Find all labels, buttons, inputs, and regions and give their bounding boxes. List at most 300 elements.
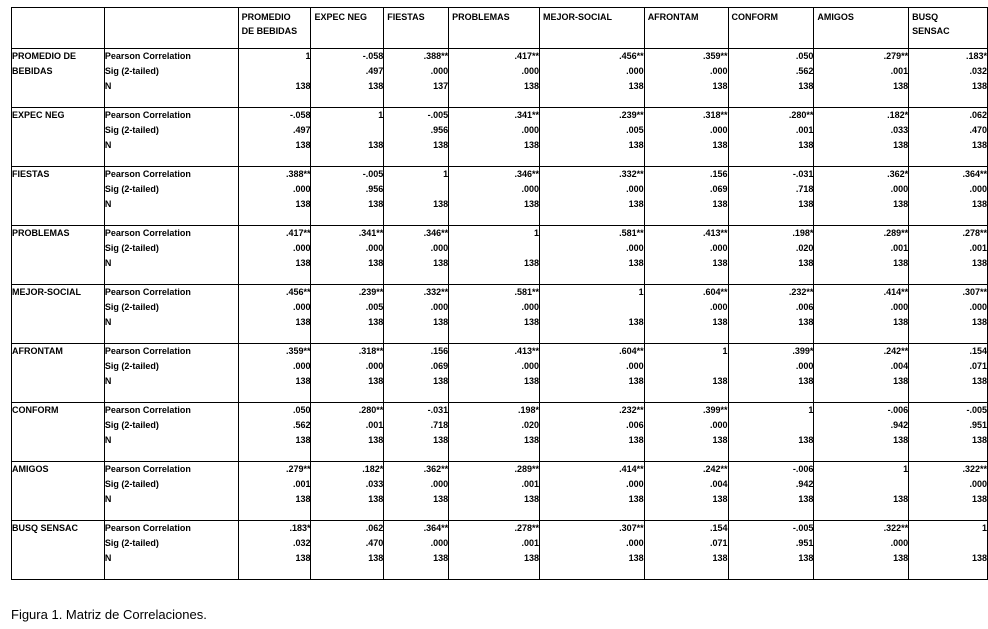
value-cell bbox=[238, 344, 311, 403]
column-header-expec-neg: EXPEC NEG bbox=[311, 8, 384, 49]
significance-value: .000 bbox=[710, 243, 728, 253]
table-row-conform bbox=[12, 403, 988, 462]
significance-value: .956 bbox=[430, 125, 449, 135]
sample-size-value: 138 bbox=[523, 140, 540, 150]
table-row-afrontam bbox=[12, 344, 988, 403]
value-cell bbox=[728, 462, 814, 521]
correlation-value: -.005 bbox=[792, 523, 814, 533]
significance-value: .000 bbox=[521, 125, 540, 135]
value-cell bbox=[728, 285, 814, 344]
correlation-value: 1 bbox=[722, 346, 728, 356]
sample-size-value: 138 bbox=[433, 435, 449, 445]
row-label-busq-sensac bbox=[12, 521, 105, 580]
correlation-value: .417** bbox=[514, 51, 540, 61]
sample-size-value: 138 bbox=[295, 81, 311, 91]
significance-value: .942 bbox=[890, 420, 909, 430]
sample-size-value: 137 bbox=[433, 81, 449, 91]
sample-size-value: 138 bbox=[971, 553, 987, 563]
correlation-value: .322** bbox=[883, 523, 909, 533]
significance-value: .000 bbox=[890, 538, 909, 548]
significance-value bbox=[449, 241, 539, 256]
correlation-value: .359** bbox=[703, 51, 728, 61]
sample-size-value: 138 bbox=[893, 81, 909, 91]
significance-value: .020 bbox=[795, 243, 814, 253]
significance-value: .001 bbox=[521, 479, 540, 489]
correlation-value: .156 bbox=[710, 169, 728, 179]
significance-value: .033 bbox=[890, 125, 909, 135]
pearson-label: Pearson Correlation bbox=[104, 51, 191, 61]
row-label-expec-neg bbox=[12, 108, 105, 167]
sample-size-value: 138 bbox=[971, 435, 987, 445]
value-cell bbox=[384, 462, 449, 521]
significance-value bbox=[540, 300, 644, 315]
correlation-value: -.006 bbox=[887, 405, 909, 415]
significance-value: .071 bbox=[710, 538, 728, 548]
sample-size-value: 138 bbox=[295, 199, 311, 209]
sample-size-value: 138 bbox=[628, 81, 644, 91]
n-label: N bbox=[104, 199, 112, 209]
sample-size-value: 138 bbox=[523, 81, 540, 91]
correlation-value: .232** bbox=[788, 287, 814, 297]
value-cell bbox=[644, 462, 728, 521]
value-cell bbox=[311, 108, 384, 167]
sample-size-value: 138 bbox=[798, 494, 814, 504]
correlation-value: 1 bbox=[981, 523, 987, 533]
column-header-fiestas: FIESTAS bbox=[384, 8, 449, 49]
correlation-value: 1 bbox=[903, 464, 909, 474]
correlation-value: .050 bbox=[795, 51, 814, 61]
corner-cell bbox=[12, 8, 105, 49]
significance-value: .000 bbox=[430, 538, 449, 548]
correlation-value: .359** bbox=[285, 346, 311, 356]
sample-size-value: 138 bbox=[798, 553, 814, 563]
correlation-value: .413** bbox=[514, 346, 540, 356]
value-cell bbox=[540, 285, 645, 344]
correlation-value: .346** bbox=[514, 169, 540, 179]
column-header-promedio-de-bebidas: PROMEDIO DE BEBIDAS bbox=[238, 8, 311, 49]
figure-caption: Figura 1. Matriz de Correlaciones. bbox=[11, 607, 207, 622]
correlation-value: .198* bbox=[792, 228, 814, 238]
sample-size-value: 138 bbox=[712, 317, 728, 327]
pearson-label: Pearson Correlation bbox=[104, 228, 191, 238]
sample-size-value: 138 bbox=[971, 199, 987, 209]
pearson-label: Pearson Correlation bbox=[104, 405, 191, 415]
value-cell bbox=[728, 403, 814, 462]
correlation-value: .232** bbox=[619, 405, 644, 415]
sample-size-value: 138 bbox=[523, 317, 540, 327]
sample-size-value: 138 bbox=[295, 553, 311, 563]
correlation-value: .279** bbox=[285, 464, 311, 474]
value-cell bbox=[449, 403, 540, 462]
significance-value: .001 bbox=[890, 66, 909, 76]
sig-label: Sig (2-tailed) bbox=[104, 243, 159, 253]
value-cell bbox=[384, 167, 449, 226]
correlation-value: .280** bbox=[358, 405, 384, 415]
n-label: N bbox=[104, 435, 112, 445]
significance-value bbox=[384, 182, 448, 197]
significance-value: .005 bbox=[365, 302, 384, 312]
correlation-value: .414** bbox=[883, 287, 909, 297]
sample-size-value: 138 bbox=[893, 140, 909, 150]
sample-size-value: 138 bbox=[628, 140, 644, 150]
significance-value: .562 bbox=[795, 66, 814, 76]
value-cell bbox=[644, 167, 728, 226]
table-row-amigos bbox=[12, 462, 988, 521]
sample-size-value: 138 bbox=[971, 81, 987, 91]
correlation-value: .362** bbox=[423, 464, 449, 474]
value-cell bbox=[540, 521, 645, 580]
correlation-value: .318** bbox=[358, 346, 384, 356]
correlation-value: -.005 bbox=[427, 110, 449, 120]
value-cell bbox=[728, 49, 814, 108]
column-header-mejor-social: MEJOR-SOCIAL bbox=[540, 8, 645, 49]
significance-value: .000 bbox=[626, 479, 644, 489]
significance-value: .001 bbox=[365, 420, 384, 430]
sample-size-value: 138 bbox=[971, 376, 987, 386]
significance-value: .000 bbox=[521, 184, 540, 194]
row-label-text: AFRONTAM bbox=[12, 346, 63, 356]
correlation-value: -.005 bbox=[966, 405, 987, 415]
table-row-expec-neg bbox=[12, 108, 988, 167]
stat-labels-cell bbox=[104, 49, 238, 108]
row-label-text: EXPEC NEG bbox=[12, 110, 65, 120]
value-cell bbox=[238, 226, 311, 285]
sample-size-value: 138 bbox=[523, 494, 540, 504]
correlation-value: .322** bbox=[962, 464, 987, 474]
value-cell bbox=[311, 226, 384, 285]
value-cell bbox=[909, 226, 988, 285]
correlation-value: .278** bbox=[962, 228, 987, 238]
sig-label: Sig (2-tailed) bbox=[104, 302, 159, 312]
significance-value: .000 bbox=[626, 538, 644, 548]
sig-label: Sig (2-tailed) bbox=[104, 125, 159, 135]
value-cell bbox=[540, 226, 645, 285]
sample-size-value: 138 bbox=[798, 317, 814, 327]
value-cell bbox=[238, 462, 311, 521]
significance-value: .000 bbox=[292, 361, 311, 371]
correlation-value: .581** bbox=[619, 228, 644, 238]
value-cell bbox=[384, 108, 449, 167]
sig-label: Sig (2-tailed) bbox=[104, 66, 159, 76]
value-cell bbox=[311, 462, 384, 521]
stat-labels-cell bbox=[104, 403, 238, 462]
correlation-value: .414** bbox=[619, 464, 644, 474]
significance-value: .000 bbox=[710, 420, 728, 430]
correlation-value: -.031 bbox=[427, 405, 449, 415]
correlation-value: .050 bbox=[292, 405, 311, 415]
correlation-value: -.005 bbox=[362, 169, 384, 179]
significance-value: .006 bbox=[795, 302, 814, 312]
correlation-value: .062 bbox=[365, 523, 384, 533]
row-label-fiestas bbox=[12, 167, 105, 226]
value-cell bbox=[909, 344, 988, 403]
correlation-value: .154 bbox=[969, 346, 987, 356]
correlation-value: .318** bbox=[703, 110, 728, 120]
correlation-value: .182* bbox=[362, 464, 384, 474]
correlation-value: .364** bbox=[962, 169, 987, 179]
n-label: N bbox=[104, 258, 112, 268]
correlation-value: .341** bbox=[514, 110, 540, 120]
sample-size-value: 138 bbox=[368, 81, 384, 91]
value-cell bbox=[814, 462, 909, 521]
correlation-value: .456** bbox=[619, 51, 644, 61]
significance-value: .497 bbox=[292, 125, 311, 135]
sample-size-value: 138 bbox=[433, 494, 449, 504]
correlation-value: .332** bbox=[619, 169, 644, 179]
significance-value: .718 bbox=[430, 420, 449, 430]
significance-value bbox=[729, 418, 814, 433]
correlation-value: .604** bbox=[703, 287, 728, 297]
correlation-value: -.031 bbox=[792, 169, 814, 179]
row-label-text: PROMEDIO DE BEBIDAS bbox=[12, 51, 77, 76]
sample-size-value: 138 bbox=[712, 199, 728, 209]
value-cell bbox=[449, 108, 540, 167]
sample-size-value: 138 bbox=[798, 199, 814, 209]
correlation-value: -.006 bbox=[792, 464, 814, 474]
sample-size-value: 138 bbox=[712, 81, 728, 91]
sample-size-value: 138 bbox=[368, 435, 384, 445]
row-label-mejor-social bbox=[12, 285, 105, 344]
value-cell bbox=[238, 521, 311, 580]
pearson-label: Pearson Correlation bbox=[104, 287, 191, 297]
sample-size-value: 138 bbox=[523, 435, 540, 445]
significance-value: .001 bbox=[292, 479, 311, 489]
significance-value: .000 bbox=[430, 479, 449, 489]
value-cell bbox=[238, 285, 311, 344]
stat-labels-cell bbox=[104, 226, 238, 285]
significance-value bbox=[311, 123, 383, 138]
sample-size-value: 138 bbox=[368, 317, 384, 327]
sample-size-value: 138 bbox=[295, 317, 311, 327]
matrix-body bbox=[12, 49, 988, 580]
significance-value: .000 bbox=[710, 302, 728, 312]
significance-value: .000 bbox=[710, 125, 728, 135]
stat-labels-cell bbox=[104, 108, 238, 167]
significance-value: .942 bbox=[795, 479, 814, 489]
value-cell bbox=[644, 108, 728, 167]
value-cell bbox=[814, 108, 909, 167]
value-cell bbox=[909, 285, 988, 344]
value-cell bbox=[909, 108, 988, 167]
significance-value: .000 bbox=[710, 66, 728, 76]
sample-size-value: 138 bbox=[893, 435, 909, 445]
table-row-problemas bbox=[12, 226, 988, 285]
sample-size-value: 138 bbox=[433, 317, 449, 327]
correlation-value: .388** bbox=[423, 51, 449, 61]
value-cell bbox=[238, 108, 311, 167]
sample-size-value: 138 bbox=[368, 140, 384, 150]
significance-value: .001 bbox=[890, 243, 909, 253]
sample-size-value: 138 bbox=[712, 258, 728, 268]
significance-value: .000 bbox=[890, 302, 909, 312]
correlation-value: .156 bbox=[430, 346, 449, 356]
significance-value: .006 bbox=[626, 420, 644, 430]
significance-value: .001 bbox=[795, 125, 814, 135]
sample-size-value: 138 bbox=[523, 199, 540, 209]
pearson-label: Pearson Correlation bbox=[104, 346, 191, 356]
sample-size-value: 138 bbox=[295, 435, 311, 445]
significance-value bbox=[239, 64, 311, 79]
sample-size-value: 138 bbox=[712, 435, 728, 445]
sample-size-value: 138 bbox=[712, 140, 728, 150]
value-cell bbox=[644, 49, 728, 108]
column-header-conform: CONFORM bbox=[728, 8, 814, 49]
significance-value: .004 bbox=[710, 479, 728, 489]
sig-label: Sig (2-tailed) bbox=[104, 420, 159, 430]
n-label: N bbox=[104, 140, 112, 150]
significance-value: .497 bbox=[365, 66, 384, 76]
value-cell bbox=[909, 167, 988, 226]
row-label-text: BUSQ SENSAC bbox=[12, 523, 79, 533]
correlation-value: .362* bbox=[887, 169, 909, 179]
significance-value: .000 bbox=[430, 66, 449, 76]
significance-value: .000 bbox=[521, 302, 540, 312]
significance-value: .001 bbox=[521, 538, 540, 548]
value-cell bbox=[540, 167, 645, 226]
significance-value: .071 bbox=[969, 361, 987, 371]
correlation-value: .198* bbox=[517, 405, 540, 415]
sample-size-value: 138 bbox=[368, 199, 384, 209]
stat-labels-cell bbox=[104, 462, 238, 521]
value-cell bbox=[909, 462, 988, 521]
sample-size-value: 138 bbox=[295, 140, 311, 150]
sample-size-value: 138 bbox=[893, 553, 909, 563]
sample-size-value: 138 bbox=[893, 199, 909, 209]
row-label-text: FIESTAS bbox=[12, 169, 50, 179]
significance-value: .000 bbox=[521, 66, 540, 76]
correlation-value: 1 bbox=[808, 405, 814, 415]
correlation-value: .289** bbox=[883, 228, 909, 238]
stat-labels-cell bbox=[104, 285, 238, 344]
significance-value: .951 bbox=[795, 538, 814, 548]
correlation-value: .279** bbox=[883, 51, 909, 61]
significance-value: .069 bbox=[430, 361, 449, 371]
value-cell bbox=[728, 226, 814, 285]
correlation-value: .242** bbox=[703, 464, 728, 474]
significance-value: .032 bbox=[969, 66, 987, 76]
sample-size-value: 138 bbox=[893, 317, 909, 327]
significance-value: .033 bbox=[365, 479, 384, 489]
value-cell bbox=[449, 226, 540, 285]
value-cell bbox=[728, 108, 814, 167]
sample-size-value: 138 bbox=[893, 376, 909, 386]
correlation-value: .278** bbox=[514, 523, 540, 533]
value-cell bbox=[449, 285, 540, 344]
correlation-value: .239** bbox=[619, 110, 644, 120]
sig-label: Sig (2-tailed) bbox=[104, 184, 159, 194]
sample-size-value: 138 bbox=[628, 317, 644, 327]
sample-size-value: 138 bbox=[798, 258, 814, 268]
value-cell bbox=[540, 403, 645, 462]
significance-value: .000 bbox=[292, 243, 311, 253]
sig-label: Sig (2-tailed) bbox=[104, 479, 159, 489]
correlation-value: .289** bbox=[514, 464, 540, 474]
significance-value: .000 bbox=[626, 361, 644, 371]
value-cell bbox=[728, 167, 814, 226]
value-cell bbox=[384, 49, 449, 108]
sample-size-value: 138 bbox=[971, 494, 987, 504]
value-cell bbox=[540, 462, 645, 521]
row-label-afrontam bbox=[12, 344, 105, 403]
sig-label: Sig (2-tailed) bbox=[104, 538, 159, 548]
correlation-value: .364** bbox=[423, 523, 449, 533]
sample-size-value: 138 bbox=[368, 553, 384, 563]
value-cell bbox=[540, 49, 645, 108]
value-cell bbox=[814, 521, 909, 580]
correlation-value: -.058 bbox=[289, 110, 311, 120]
pearson-label: Pearson Correlation bbox=[104, 169, 191, 179]
sample-size-value: 138 bbox=[523, 553, 540, 563]
correlation-value: .182* bbox=[887, 110, 909, 120]
correlation-matrix-table bbox=[11, 7, 988, 580]
row-label-text: MEJOR-SOCIAL bbox=[12, 287, 82, 297]
table-row-fiestas bbox=[12, 167, 988, 226]
stat-labels-cell bbox=[104, 167, 238, 226]
column-header-afrontam: AFRONTAM bbox=[644, 8, 728, 49]
value-cell bbox=[384, 226, 449, 285]
correlation-value: 1 bbox=[534, 228, 540, 238]
value-cell bbox=[311, 167, 384, 226]
sample-size-value: 138 bbox=[712, 494, 728, 504]
column-header-busq-sensac: BUSQ SENSAC bbox=[909, 8, 988, 49]
correlation-value: 1 bbox=[443, 169, 449, 179]
significance-value: .000 bbox=[626, 184, 644, 194]
value-cell bbox=[449, 49, 540, 108]
correlation-value: 1 bbox=[638, 287, 644, 297]
significance-value: .000 bbox=[292, 302, 311, 312]
sample-size-value: 138 bbox=[971, 317, 987, 327]
row-label-text: PROBLEMAS bbox=[12, 228, 70, 238]
correlation-value: .341** bbox=[358, 228, 384, 238]
sig-label: Sig (2-tailed) bbox=[104, 361, 159, 371]
value-cell bbox=[644, 344, 728, 403]
value-cell bbox=[311, 521, 384, 580]
column-header-problemas: PROBLEMAS bbox=[449, 8, 540, 49]
significance-value: .000 bbox=[969, 479, 987, 489]
correlation-value: .280** bbox=[788, 110, 814, 120]
correlation-value: .399** bbox=[703, 405, 728, 415]
value-cell bbox=[814, 403, 909, 462]
sample-size-value: 138 bbox=[798, 435, 814, 445]
significance-value: .562 bbox=[292, 420, 311, 430]
correlation-value: .183* bbox=[289, 523, 311, 533]
sample-size-value: 138 bbox=[893, 258, 909, 268]
sample-size-value: 138 bbox=[523, 258, 540, 268]
significance-value: .000 bbox=[626, 243, 644, 253]
sample-size-value: 138 bbox=[628, 199, 644, 209]
stat-labels-cell bbox=[104, 521, 238, 580]
significance-value: .718 bbox=[795, 184, 814, 194]
sample-size-value: 138 bbox=[433, 199, 449, 209]
row-label-promedio-de-bebidas bbox=[12, 49, 105, 108]
correlation-value: .307** bbox=[619, 523, 644, 533]
n-label: N bbox=[104, 81, 112, 91]
significance-value: .000 bbox=[365, 243, 384, 253]
correlation-value: .154 bbox=[710, 523, 728, 533]
correlation-value: .417** bbox=[285, 228, 311, 238]
row-label-conform bbox=[12, 403, 105, 462]
value-cell bbox=[644, 285, 728, 344]
correlation-value: .413** bbox=[703, 228, 728, 238]
sample-size-value: 138 bbox=[628, 258, 644, 268]
value-cell bbox=[540, 108, 645, 167]
value-cell bbox=[644, 521, 728, 580]
value-cell bbox=[909, 403, 988, 462]
n-label: N bbox=[104, 553, 112, 563]
significance-value: .000 bbox=[365, 361, 384, 371]
row-label-text: CONFORM bbox=[12, 405, 59, 415]
correlation-value: .456** bbox=[285, 287, 311, 297]
